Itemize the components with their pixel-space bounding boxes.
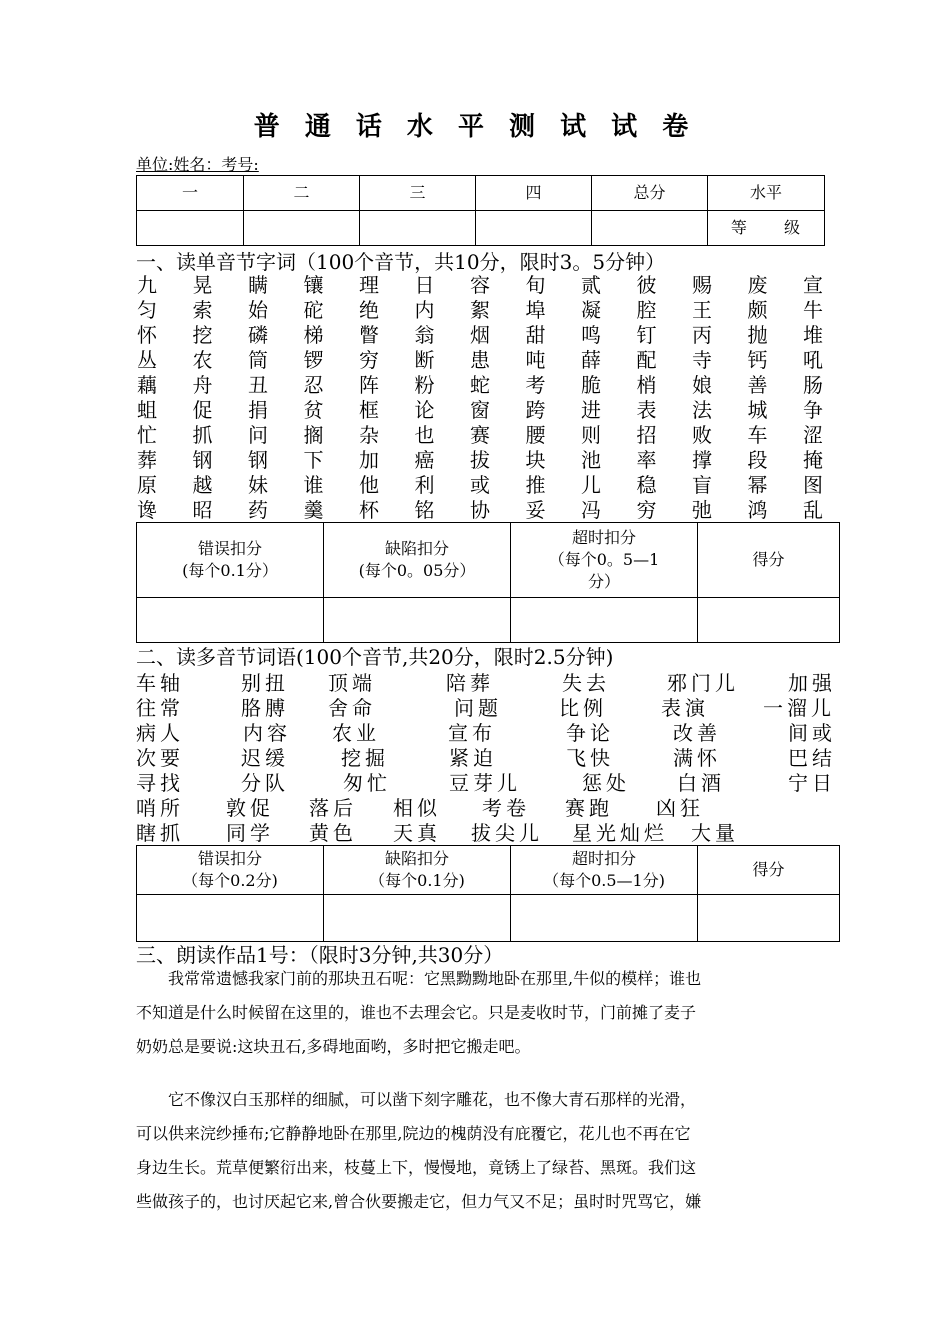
char-item: 配 [636, 348, 657, 372]
char-item: 甜 [525, 323, 546, 347]
passage-line: 不知道是什么时候留在这里的，谁也不去理会它。只是麦收时节，门前摊了麦子 [136, 1003, 697, 1022]
score-cell-4[interactable] [476, 211, 592, 246]
char-item: 妹 [248, 473, 268, 497]
char-item: 筒 [248, 348, 268, 372]
s1-error-cell[interactable] [137, 598, 324, 643]
word-item: 宁日 [788, 771, 836, 795]
char-item: 妥 [525, 498, 546, 522]
char-item: 钢 [192, 448, 213, 472]
s2-score-cell[interactable] [698, 895, 840, 942]
section2-heading: 二、读多音节词语(100个音节,共20分，限时2.5分钟) [136, 645, 614, 669]
char-item: 儿 [581, 473, 601, 497]
char-item: 患 [470, 348, 490, 372]
char-item: 搁 [303, 423, 324, 447]
char-item: 考 [525, 373, 546, 397]
char-item: 稳 [636, 473, 657, 497]
char-item: 舟 [192, 373, 213, 397]
word-item: 次要 [136, 746, 184, 770]
char-item: 堆 [803, 323, 823, 347]
char-item: 城 [747, 398, 768, 422]
char-item: 协 [470, 498, 490, 522]
word-row [136, 746, 836, 771]
char-row [136, 323, 824, 348]
s1-overtime-header [511, 523, 698, 598]
char-item: 内 [414, 298, 435, 322]
char-item: 九 [137, 273, 157, 297]
char-item: 块 [525, 448, 546, 472]
char-item: 善 [747, 373, 768, 397]
char-item: 他 [359, 473, 379, 497]
word-item: 分队 [241, 771, 289, 795]
char-item: 索 [192, 298, 213, 322]
passage-line: 些做孩子的，也讨厌起它来,曾合伙要搬走它，但力气又不足；虽时时咒骂它，嫌 [136, 1192, 702, 1211]
char-item: 凝 [581, 298, 601, 322]
char-item: 冯 [581, 498, 601, 522]
word-item: 挖掘 [341, 746, 389, 770]
s1-overtime-cell[interactable] [511, 598, 698, 643]
char-item: 忙 [137, 423, 157, 447]
word-item: 邪门儿 [667, 671, 739, 695]
char-item: 烟 [470, 323, 490, 347]
char-row [136, 423, 824, 448]
word-row [136, 821, 836, 846]
char-item: 怀 [137, 323, 157, 347]
section1-heading: 一、读单音节字词（100个音节，共10分，限时3。5分钟） [136, 250, 666, 274]
score-cell-1[interactable] [137, 211, 244, 246]
word-item: 瞎抓 [136, 821, 184, 845]
char-item: 框 [359, 398, 379, 422]
score-cell-2[interactable] [244, 211, 360, 246]
char-item: 锣 [303, 348, 324, 372]
char-item: 撑 [692, 448, 712, 472]
char-item: 车 [747, 423, 768, 447]
s1-overtime-rate-cont: 分） [587, 572, 620, 591]
char-item: 鸣 [581, 323, 601, 347]
char-item: 谁 [303, 473, 324, 497]
word-item: 陪葬 [446, 671, 494, 695]
char-item: 丙 [692, 323, 712, 347]
word-item: 白酒 [677, 771, 725, 795]
char-item: 抛 [747, 323, 768, 347]
char-item: 娘 [692, 373, 712, 397]
char-item: 挖 [192, 323, 213, 347]
char-item: 弛 [692, 498, 712, 522]
s2-error-cell[interactable] [137, 895, 324, 942]
s2-defect-header [324, 846, 511, 895]
char-item: 药 [248, 498, 268, 522]
char-item: 窗 [470, 398, 490, 422]
char-item: 赛 [470, 423, 490, 447]
char-item: 旬 [525, 273, 546, 297]
s2-error-header [137, 846, 324, 895]
char-item: 拔 [470, 448, 490, 472]
char-item: 跨 [525, 398, 546, 422]
word-item: 改善 [673, 721, 721, 745]
word-item: 表演 [661, 696, 709, 720]
char-item: 捐 [248, 398, 268, 422]
word-item: 同学 [226, 821, 274, 845]
word-item: 车轴 [136, 671, 184, 695]
char-item: 杂 [359, 423, 379, 447]
char-item: 贰 [581, 273, 601, 297]
passage-line: 奶奶总是要说:这块丑石,多碍地面哟，多时把它搬走吧。 [136, 1037, 531, 1056]
score-cell-total[interactable] [592, 211, 708, 246]
char-item: 肠 [803, 373, 823, 397]
char-item: 彼 [636, 273, 657, 297]
word-item: 内容 [243, 721, 291, 745]
char-item: 吼 [803, 348, 823, 372]
char-item: 掩 [803, 448, 823, 472]
char-item: 段 [747, 448, 768, 472]
word-item: 顶端 [328, 671, 376, 695]
word-item: 胳膊 [241, 696, 289, 720]
word-row [136, 771, 836, 796]
char-item: 绝 [359, 298, 379, 322]
char-item: 腰 [525, 423, 546, 447]
passage-line: 它不像汉白玉那样的细腻，可以凿下刻字雕花，也不像大青石那样的光滑， [136, 1090, 697, 1109]
s1-defect-rate: (每个0。05分） [358, 561, 476, 580]
word-item: 病人 [136, 721, 184, 745]
char-item: 农 [192, 348, 213, 372]
s1-overtime-title: 超时扣分 [571, 528, 636, 547]
s1-defect-header [324, 523, 511, 598]
s2-overtime-title: 超时扣分 [571, 849, 636, 868]
char-row [136, 373, 824, 398]
char-item: 杯 [359, 498, 379, 522]
char-item: 钢 [248, 448, 268, 472]
char-item: 问 [248, 423, 268, 447]
char-item: 蛇 [470, 373, 490, 397]
char-item: 铭 [414, 498, 435, 522]
word-item: 一溜儿 [763, 696, 835, 720]
word-item: 落后 [309, 796, 357, 820]
char-item: 图 [803, 473, 823, 497]
char-item: 幂 [747, 473, 768, 497]
char-item: 贫 [303, 398, 324, 422]
passage-line: 可以供来浣纱捶布;它静静地卧在那里,院边的槐荫没有庇覆它，花儿也不再在它 [136, 1124, 691, 1143]
char-item: 谗 [137, 498, 157, 522]
word-item: 满怀 [673, 746, 721, 770]
word-item: 匆忙 [343, 771, 391, 795]
char-item: 脆 [581, 373, 601, 397]
s2-overtime-rate: （每个0.5—1分) [543, 871, 665, 890]
word-item: 相似 [393, 796, 441, 820]
s2-error-title: 错误扣分 [197, 849, 262, 868]
char-item: 瞒 [248, 273, 268, 297]
char-item: 钉 [636, 323, 657, 347]
char-item: 穷 [636, 498, 657, 522]
word-item: 凶狂 [656, 796, 704, 820]
s2-score-header: 得分 [698, 846, 840, 895]
char-row [136, 348, 824, 373]
char-item: 埠 [525, 298, 546, 322]
word-item: 拔尖儿 [471, 821, 543, 845]
char-row [136, 298, 824, 323]
word-row [136, 671, 836, 696]
char-item: 池 [581, 448, 601, 472]
char-item: 原 [137, 473, 157, 497]
char-item: 招 [636, 423, 657, 447]
char-item: 蛆 [137, 398, 157, 422]
char-item: 抓 [192, 423, 213, 447]
word-row [136, 721, 836, 746]
char-item: 表 [636, 398, 657, 422]
score-header-level: 水平 [708, 176, 825, 211]
score-cell-level: 等 级 [708, 211, 825, 246]
section1-deduction-table [136, 522, 840, 643]
char-item: 阵 [359, 373, 379, 397]
char-row [136, 398, 824, 423]
char-item: 促 [192, 398, 213, 422]
word-item: 黄色 [309, 821, 357, 845]
char-item: 加 [359, 448, 379, 472]
char-item: 进 [581, 398, 601, 422]
char-item: 梯 [303, 323, 324, 347]
char-item: 论 [414, 398, 435, 422]
passage-line: 我常常遗憾我家门前的那块丑石呢：它黑黝黝地卧在那里,牛似的模样；谁也 [136, 969, 702, 988]
s2-defect-title: 缺陷扣分 [384, 849, 449, 868]
word-item: 比例 [559, 696, 607, 720]
s2-overtime-header [511, 846, 698, 895]
word-item: 迟缓 [241, 746, 289, 770]
score-header-4: 四 [476, 176, 592, 211]
char-item: 法 [692, 398, 712, 422]
char-row [136, 498, 824, 523]
char-item: 梢 [636, 373, 657, 397]
s1-score-cell[interactable] [698, 598, 840, 643]
char-item: 利 [414, 473, 435, 497]
char-item: 鸿 [747, 498, 768, 522]
word-item: 农业 [332, 721, 380, 745]
word-item: 惩处 [582, 771, 630, 795]
char-row [136, 273, 824, 298]
char-item: 率 [636, 448, 657, 472]
word-item: 考卷 [482, 796, 530, 820]
word-item: 巴结 [788, 746, 836, 770]
passage-line: 身边生长。荒草便繁衍出来，枝蔓上下，慢慢地，竟锈上了绿苔、黑斑。我们这 [136, 1158, 697, 1177]
section2-deduction-table [136, 845, 840, 942]
char-item: 越 [192, 473, 213, 497]
word-item: 紧迫 [449, 746, 497, 770]
char-item: 或 [470, 473, 490, 497]
char-item: 吨 [525, 348, 546, 372]
word-item: 加强 [788, 671, 836, 695]
char-item: 藕 [137, 373, 157, 397]
char-item: 容 [470, 273, 490, 297]
char-item: 废 [747, 273, 768, 297]
char-item: 瞥 [359, 323, 379, 347]
word-item: 别扭 [241, 671, 289, 695]
char-item: 断 [414, 348, 435, 372]
score-header-2: 二 [244, 176, 360, 211]
char-item: 粉 [414, 373, 435, 397]
s1-defect-title: 缺陷扣分 [384, 539, 449, 558]
char-item: 颇 [747, 298, 768, 322]
s1-error-title: 错误扣分 [197, 539, 262, 558]
char-item: 丛 [137, 348, 157, 372]
score-header-3: 三 [360, 176, 476, 211]
char-item: 絮 [470, 298, 490, 322]
s2-error-rate: （每个0.2分) [182, 871, 278, 890]
char-row [136, 473, 824, 498]
char-item: 则 [581, 423, 601, 447]
char-item: 丑 [248, 373, 268, 397]
s1-score-header: 得分 [698, 523, 840, 598]
char-item: 穷 [359, 348, 379, 372]
s2-defect-cell[interactable] [324, 895, 511, 942]
word-item: 大量 [691, 821, 739, 845]
word-item: 宣布 [448, 721, 496, 745]
char-item: 镶 [303, 273, 324, 297]
char-item: 砣 [303, 298, 324, 322]
char-item: 忍 [303, 373, 324, 397]
word-item: 寻找 [136, 771, 184, 795]
word-item: 哨所 [136, 796, 184, 820]
char-item: 钙 [747, 348, 768, 372]
word-item: 赛跑 [565, 796, 613, 820]
s1-defect-cell[interactable] [324, 598, 511, 643]
reading-passage [136, 962, 818, 1219]
char-item: 赐 [692, 273, 712, 297]
word-item: 争论 [566, 721, 614, 745]
score-header-1: 一 [137, 176, 244, 211]
char-item: 乱 [803, 498, 823, 522]
char-item: 磷 [248, 323, 268, 347]
word-item: 往常 [136, 696, 184, 720]
char-item: 败 [692, 423, 712, 447]
char-item: 薛 [581, 348, 601, 372]
s2-overtime-cell[interactable] [511, 895, 698, 942]
section3-heading: 三、朗读作品1号：（限时3分钟,共30分） [136, 943, 504, 967]
s1-error-rate: (每个0.1分） [182, 561, 278, 580]
char-item: 匀 [137, 298, 157, 322]
score-cell-3[interactable] [360, 211, 476, 246]
char-item: 翁 [414, 323, 435, 347]
char-item: 也 [414, 423, 435, 447]
char-item: 涩 [803, 423, 823, 447]
char-item: 宣 [803, 273, 823, 297]
char-item: 理 [359, 273, 379, 297]
char-item: 寺 [692, 348, 712, 372]
s1-overtime-rate: （每个0。5—1 [548, 550, 660, 569]
char-row [136, 448, 824, 473]
char-item: 牛 [803, 298, 823, 322]
word-item: 豆芽儿 [449, 771, 521, 795]
word-row [136, 796, 836, 821]
char-item: 下 [303, 448, 324, 472]
page-title: 普 通 话 水 平 测 试 试 卷 [253, 112, 697, 142]
s1-error-header [137, 523, 324, 598]
char-item: 争 [803, 398, 823, 422]
word-item: 飞快 [566, 746, 614, 770]
char-item: 晃 [192, 273, 213, 297]
char-item: 癌 [414, 448, 435, 472]
s2-defect-rate: （每个0.1分) [369, 871, 465, 890]
word-item: 星光灿烂 [572, 821, 668, 845]
char-item: 羹 [303, 498, 324, 522]
score-summary-table [136, 175, 825, 246]
char-item: 葬 [137, 448, 157, 472]
word-item: 天真 [393, 821, 441, 845]
char-item: 昭 [192, 498, 213, 522]
char-item: 始 [248, 298, 268, 322]
char-item: 日 [414, 273, 435, 297]
char-item: 推 [525, 473, 546, 497]
word-item: 舍命 [328, 696, 376, 720]
candidate-info-line: 单位:姓名：考号: [136, 155, 259, 174]
score-header-total: 总分 [592, 176, 708, 211]
word-row [136, 696, 836, 721]
char-item: 盲 [692, 473, 712, 497]
word-item: 敦促 [226, 796, 274, 820]
word-item: 失去 [562, 671, 610, 695]
char-item: 腔 [636, 298, 657, 322]
char-item: 王 [692, 298, 712, 322]
word-item: 间或 [788, 721, 836, 745]
word-item: 问题 [454, 696, 502, 720]
